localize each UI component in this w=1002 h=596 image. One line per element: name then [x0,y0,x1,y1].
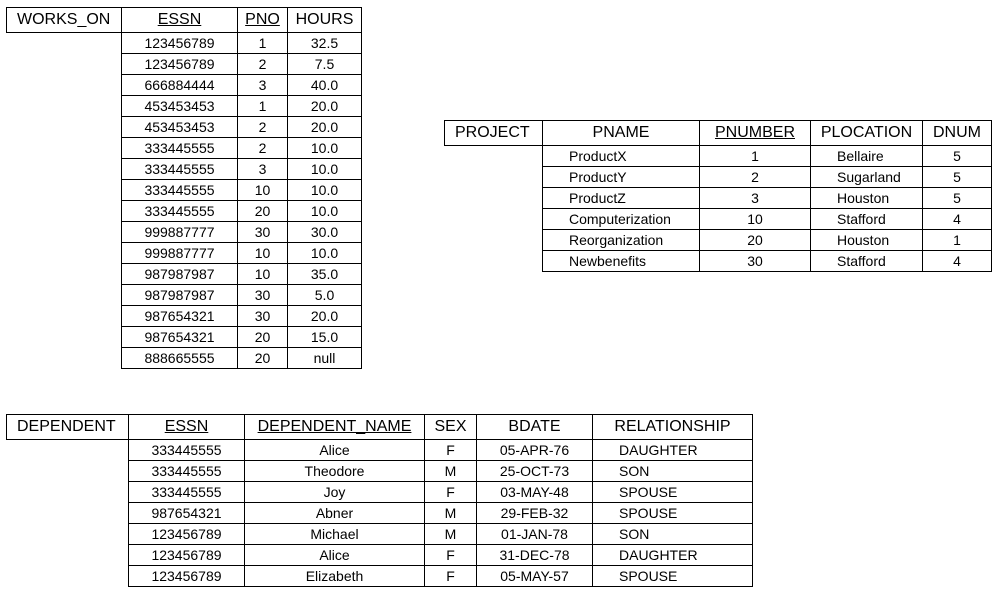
works-on-row [7,96,362,117]
works-on-row-indent [7,138,122,159]
dependent-cell-sex: F [425,440,477,461]
works-on-row-indent [7,96,122,117]
works-on-row-indent [7,117,122,138]
works-on-row-indent [7,243,122,264]
works-on-row [7,243,362,264]
project-cell-pnumber: 30 [700,251,811,272]
project-cell-dnum: 1 [923,230,992,251]
works-on-row-indent [7,348,122,369]
dependent-cell-essn: 123456789 [129,545,245,566]
dependent-cell-sex: F [425,482,477,503]
dependent-row [7,461,753,482]
dependent-cell-essn: 333445555 [129,482,245,503]
dependent-cell-bdate: 05-APR-76 [477,440,593,461]
dependent-relation-name: DEPENDENT [7,415,129,440]
works-on-cell-essn: 987654321 [122,306,238,327]
works-on-cell-essn: 666884444 [122,75,238,96]
works-on-row-indent [7,180,122,201]
works-on-cell-essn: 123456789 [122,54,238,75]
project-row-indent [445,167,543,188]
works-on-row [7,54,362,75]
dependent-col-sex: SEX [425,415,477,440]
works-on-cell-essn: 333445555 [122,201,238,222]
works-on-cell-pno: 20 [238,201,288,222]
works-on-row [7,33,362,54]
dependent-cell-dependent-name: Michael [245,524,425,545]
project-col-pnumber: PNUMBER [700,121,811,146]
dependent-cell-bdate: 31-DEC-78 [477,545,593,566]
project-cell-pnumber: 1 [700,146,811,167]
dependent-row [7,482,753,503]
works-on-cell-essn: 453453453 [122,117,238,138]
works-on-row [7,201,362,222]
works-on-cell-hours: 20.0 [288,306,362,327]
project-header-row [445,121,992,146]
project-cell-plocation: Houston [811,230,923,251]
dependent-cell-essn: 123456789 [129,566,245,587]
dependent-cell-essn: 333445555 [129,440,245,461]
project-row [445,167,992,188]
works-on-cell-pno: 10 [238,243,288,264]
works-on-cell-hours: 20.0 [288,117,362,138]
dependent-cell-sex: M [425,503,477,524]
works-on-row-indent [7,327,122,348]
works-on-relation-name: WORKS_ON [7,8,122,33]
works-on-header-row [7,8,362,33]
works-on-row [7,138,362,159]
dependent-cell-sex: F [425,545,477,566]
works-on-cell-hours: 30.0 [288,222,362,243]
works-on-cell-hours: 40.0 [288,75,362,96]
works-on-cell-pno: 30 [238,285,288,306]
dependent-row-indent [7,461,129,482]
works-on-col-pno: PNO [238,8,288,33]
works-on-cell-essn: 999887777 [122,243,238,264]
works-on-cell-pno: 3 [238,75,288,96]
works-on-cell-pno: 2 [238,117,288,138]
works-on-row-indent [7,264,122,285]
works-on-row-indent [7,159,122,180]
works-on-cell-hours: 5.0 [288,285,362,306]
works-on-row-indent [7,201,122,222]
project-col-pname: PNAME [543,121,700,146]
dependent-row [7,524,753,545]
dependent-cell-bdate: 01-JAN-78 [477,524,593,545]
project-row-indent [445,209,543,230]
works-on-cell-pno: 2 [238,54,288,75]
project-cell-pname: ProductZ [543,188,700,209]
works-on-row-indent [7,285,122,306]
works-on-cell-pno: 30 [238,306,288,327]
works-on-row [7,159,362,180]
works-on-cell-pno: 1 [238,33,288,54]
works-on-cell-pno: 30 [238,222,288,243]
works-on-cell-hours: 7.5 [288,54,362,75]
works-on-col-hours: HOURS [288,8,362,33]
project-table [444,120,992,272]
works-on-row [7,180,362,201]
works-on-cell-hours: 10.0 [288,243,362,264]
dependent-row-indent [7,524,129,545]
works-on-cell-pno: 2 [238,138,288,159]
project-row [445,230,992,251]
project-row [445,209,992,230]
project-cell-dnum: 4 [923,251,992,272]
project-cell-pname: ProductY [543,167,700,188]
project-row [445,251,992,272]
dependent-cell-sex: M [425,524,477,545]
project-row [445,188,992,209]
works-on-cell-essn: 987654321 [122,327,238,348]
dependent-cell-bdate: 25-OCT-73 [477,461,593,482]
works-on-cell-pno: 20 [238,327,288,348]
dependent-row-indent [7,440,129,461]
dependent-cell-essn: 987654321 [129,503,245,524]
dependent-row-indent [7,566,129,587]
dependent-row-indent [7,503,129,524]
works-on-cell-essn: 453453453 [122,96,238,117]
works-on-cell-pno: 10 [238,264,288,285]
works-on-row-indent [7,222,122,243]
project-relation-name: PROJECT [445,121,543,146]
works-on-cell-hours: 32.5 [288,33,362,54]
project-cell-plocation: Bellaire [811,146,923,167]
works-on-row-indent [7,75,122,96]
works-on-row [7,222,362,243]
project-row-indent [445,230,543,251]
dependent-cell-sex: M [425,461,477,482]
dependent-row-indent [7,545,129,566]
dependent-cell-dependent-name: Joy [245,482,425,503]
project-cell-pnumber: 20 [700,230,811,251]
works-on-row [7,264,362,285]
works-on-cell-hours: 15.0 [288,327,362,348]
dependent-cell-relationship: SPOUSE [593,503,753,524]
project-row-indent [445,251,543,272]
works-on-cell-essn: 333445555 [122,180,238,201]
works-on-table [6,7,362,369]
works-on-row [7,306,362,327]
dependent-row [7,566,753,587]
works-on-row [7,327,362,348]
project-cell-pnumber: 10 [700,209,811,230]
project-row-indent [445,188,543,209]
works-on-row-indent [7,306,122,327]
works-on-cell-pno: 1 [238,96,288,117]
project-row-indent [445,146,543,167]
works-on-cell-hours: 10.0 [288,138,362,159]
project-col-plocation: PLOCATION [811,121,923,146]
project-cell-plocation: Stafford [811,251,923,272]
project-cell-dnum: 5 [923,146,992,167]
works-on-cell-essn: 333445555 [122,159,238,180]
works-on-cell-hours: 10.0 [288,159,362,180]
works-on-row [7,285,362,306]
works-on-cell-hours: 10.0 [288,201,362,222]
dependent-col-dependent-name: DEPENDENT_NAME [245,415,425,440]
dependent-cell-dependent-name: Abner [245,503,425,524]
dependent-cell-bdate: 29-FEB-32 [477,503,593,524]
dependent-cell-essn: 333445555 [129,461,245,482]
works-on-row [7,75,362,96]
project-cell-dnum: 4 [923,209,992,230]
dependent-cell-dependent-name: Alice [245,545,425,566]
dependent-table [6,414,753,587]
project-col-dnum: DNUM [923,121,992,146]
dependent-col-essn: ESSN [129,415,245,440]
project-cell-dnum: 5 [923,167,992,188]
project-cell-plocation: Houston [811,188,923,209]
works-on-cell-essn: 123456789 [122,33,238,54]
dependent-cell-relationship: DAUGHTER [593,440,753,461]
works-on-cell-essn: 888665555 [122,348,238,369]
project-cell-plocation: Stafford [811,209,923,230]
dependent-cell-relationship: SPOUSE [593,566,753,587]
works-on-cell-hours: 20.0 [288,96,362,117]
dependent-col-bdate: BDATE [477,415,593,440]
works-on-row [7,348,362,369]
dependent-cell-sex: F [425,566,477,587]
dependent-cell-dependent-name: Elizabeth [245,566,425,587]
project-cell-pname: ProductX [543,146,700,167]
project-row [445,146,992,167]
dependent-cell-relationship: SPOUSE [593,482,753,503]
dependent-cell-essn: 123456789 [129,524,245,545]
dependent-row [7,440,753,461]
works-on-cell-pno: 20 [238,348,288,369]
works-on-cell-pno: 3 [238,159,288,180]
dependent-row-indent [7,482,129,503]
dependent-cell-relationship: SON [593,461,753,482]
project-cell-pnumber: 2 [700,167,811,188]
project-cell-pname: Newbenefits [543,251,700,272]
project-cell-dnum: 5 [923,188,992,209]
project-cell-pname: Reorganization [543,230,700,251]
dependent-row [7,503,753,524]
dependent-cell-bdate: 05-MAY-57 [477,566,593,587]
works-on-row-indent [7,54,122,75]
dependent-cell-bdate: 03-MAY-48 [477,482,593,503]
works-on-cell-hours: 35.0 [288,264,362,285]
works-on-cell-essn: 987987987 [122,264,238,285]
works-on-cell-hours: null [288,348,362,369]
dependent-cell-dependent-name: Alice [245,440,425,461]
project-cell-plocation: Sugarland [811,167,923,188]
dependent-col-relationship: RELATIONSHIP [593,415,753,440]
works-on-row [7,117,362,138]
works-on-cell-essn: 987987987 [122,285,238,306]
dependent-cell-relationship: SON [593,524,753,545]
project-cell-pnumber: 3 [700,188,811,209]
works-on-cell-essn: 999887777 [122,222,238,243]
works-on-col-essn: ESSN [122,8,238,33]
works-on-cell-pno: 10 [238,180,288,201]
dependent-cell-dependent-name: Theodore [245,461,425,482]
works-on-row-indent [7,33,122,54]
works-on-cell-hours: 10.0 [288,180,362,201]
works-on-cell-essn: 333445555 [122,138,238,159]
project-cell-pname: Computerization [543,209,700,230]
dependent-row [7,545,753,566]
dependent-cell-relationship: DAUGHTER [593,545,753,566]
dependent-header-row [7,415,753,440]
